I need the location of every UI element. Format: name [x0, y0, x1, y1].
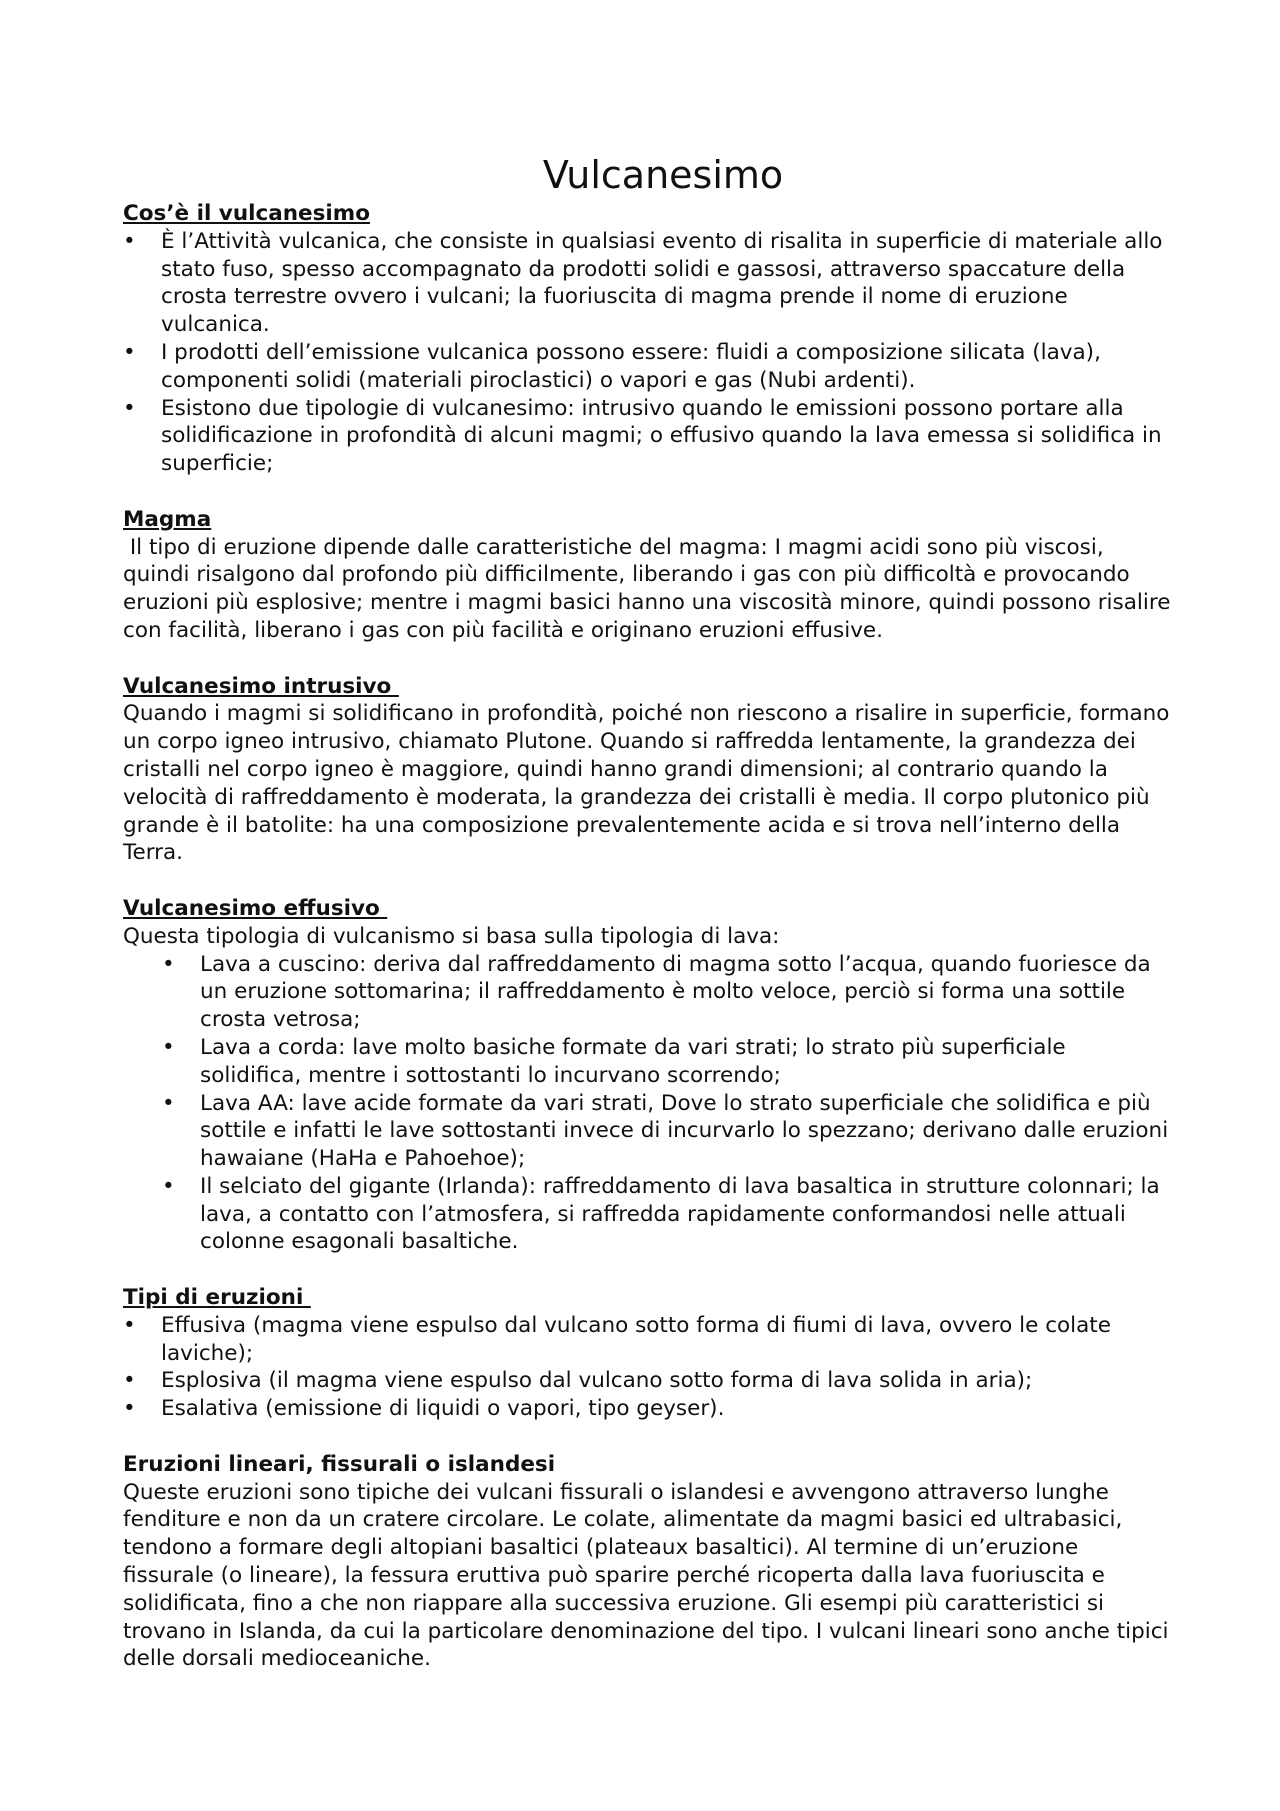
- bullet-list-lava: [123, 951, 1173, 1257]
- list-item: • Il selciato del gigante (Irlanda): raffreddamento di lava basaltica in strutture colonnari; la lava, a contatto con l’atmosfera, si raffredda rapidamente conformandosi nelle attuali colonne esagonali basaltiche.: [123, 1173, 1173, 1256]
- list-item: • Effusiva (magma viene espulso dal vulcano sotto forma di fiumi di lava, ovvero le colate laviche);: [123, 1312, 1173, 1368]
- section-heading-lineari: Eruzioni lineari, fissurali o islandesi: [123, 1451, 556, 1477]
- bullet-list-tipi: [123, 1312, 1173, 1423]
- section-heading-tipi: Tipi di eruzioni: [123, 1285, 311, 1311]
- section-heading-magma: Magma: [123, 506, 212, 532]
- list-item: • Esistono due tipologie di vulcanesimo: intrusivo quando le emissioni possono portare alla solidificazione in profondità di alcuni magmi; o effusivo quando la lava emessa si solidifica in superficie;: [123, 395, 1173, 478]
- list-item: • Lava a corda: lave molto basiche formate da vari strati; lo strato più superficiale solidifica, mentre i sottostanti lo incurvano scorrendo;: [123, 1034, 1173, 1090]
- list-item: • Lava AA: lave acide formate da vari strati, Dove lo strato superficiale che solidifica e più sottile e infatti le lave sottostanti invece di incurvarlo lo spezzano; derivano dalle eruzioni hawaiane (HaHa e Pahoehoe);: [123, 1090, 1173, 1173]
- section-heading-cos-e: Cos’è il vulcanesimo: [123, 201, 370, 226]
- list-item: • Esplosiva (il magma viene espulso dal vulcano sotto forma di lava solida in aria);: [123, 1367, 1173, 1395]
- bullet-list-cos-e: [123, 228, 1173, 478]
- paragraph-lineari: Queste eruzioni sono tipiche dei vulcani fissurali o islandesi e avvengono attraverso lunghe fenditure e non da un cratere circolare. Le colate, alimentate da magmi basici ed ultrabasici, tendono a formare degli altopiani basaltici (plateaux basaltici). Al termine di un’eruzione fissurale (o lineare), la fessura eruttiva può sparire perché ricoperta dalla lava fuoriuscita e solidificata, fino a che non riappare alla successiva eruzione. Gli esempi più caratteristici si trovano in Islanda, da cui la particolare denominazione del tipo. I vulcani lineari sono anche tipici delle dorsali medioceaniche.: [123, 1479, 1169, 1672]
- document-body: [123, 150, 1178, 1673]
- list-item: • Esalativa (emissione di liquidi o vapori, tipo geyser).: [123, 1395, 1173, 1423]
- paragraph-magma: Il tipo di eruzione dipende dalle caratteristiche del magma: I magmi acidi sono più viscosi, quindi risalgono dal profondo più difficilmente, liberando i gas con più difficoltà e provocando eruzioni più esplosive; mentre i magmi basici hanno una viscosità minore, quindi possono risalire con facilità, liberano i gas con più facilità e originano eruzioni effusive.: [123, 534, 1178, 643]
- section-heading-effusivo: Vulcanesimo effusivo: [123, 895, 388, 921]
- page-title: Vulcanesimo: [542, 153, 784, 197]
- paragraph-effusivo-intro: Questa tipologia di vulcanismo si basa sulla tipologia di lava:: [123, 923, 780, 949]
- list-item: • I prodotti dell’emissione vulcanica possono essere: fluidi a composizione silicata (lava), componenti solidi (materiali piroclastici) o vapori e gas (Nubi ardenti).: [123, 339, 1173, 395]
- list-item: • Lava a cuscino: deriva dal raffreddamento di magma sotto l’acqua, quando fuoriesce da un eruzione sottomarina; il raffreddamento è molto veloce, perciò si forma una sottile crosta vetrosa;: [123, 951, 1173, 1034]
- section-heading-intrusivo: Vulcanesimo intrusivo: [123, 673, 399, 699]
- paragraph-intrusivo: Quando i magmi si solidificano in profondità, poiché non riescono a risalire in superficie, formano un corpo igneo intrusivo, chiamato Plutone. Quando si raffredda lentamente, la grandezza dei cristalli nel corpo igneo è maggiore, quindi hanno grandi dimensioni; al contrario quando la velocità di raffreddamento è moderata, la grandezza dei cristalli è media. Il corpo plutonico più grande è il batolite: ha una composizione prevalentemente acida e si trova nell’interno della Terra.: [123, 701, 1170, 866]
- list-item: • È l’Attività vulcanica, che consiste in qualsiasi evento di risalita in superficie di materiale allo stato fuso, spesso accompagnato da prodotti solidi e gassosi, attraverso spaccature della crosta terrestre ovvero i vulcani; la fuoriuscita di magma prende il nome di eruzione vulcanica.: [123, 228, 1173, 339]
